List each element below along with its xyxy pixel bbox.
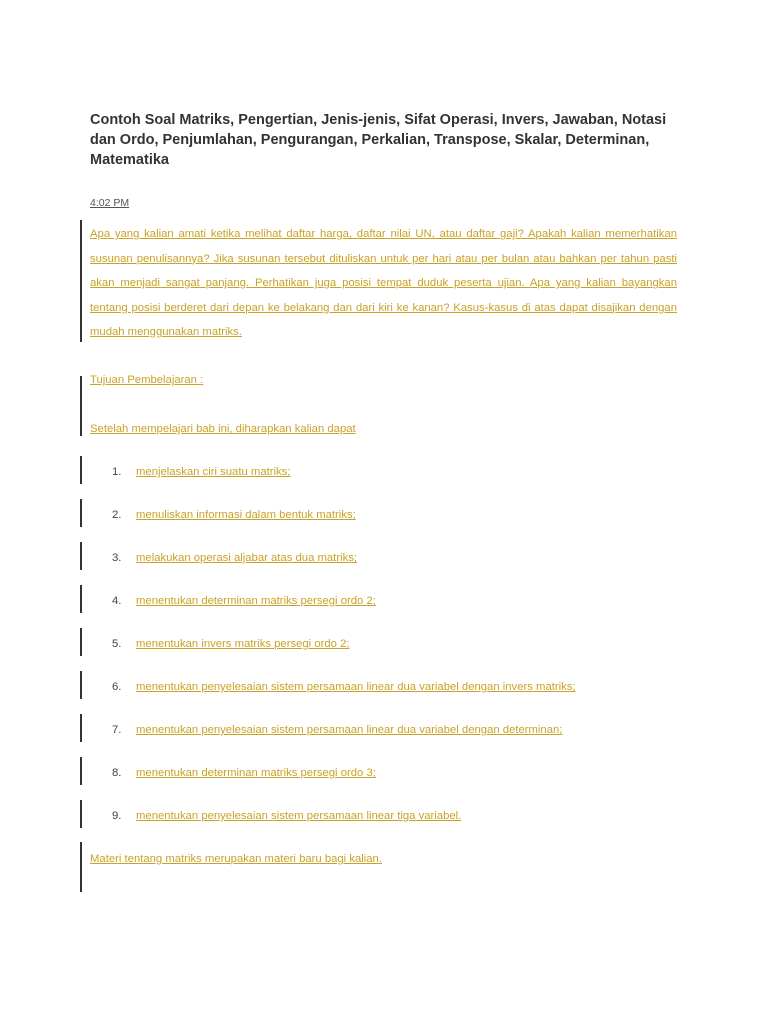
list-item-text[interactable]: menuliskan informasi dalam bentuk matriks; [136, 509, 356, 521]
list-item-text[interactable]: melakukan operasi aljabar atas dua matriks; [136, 552, 358, 564]
closing-paragraph[interactable]: Materi tentang matriks merupakan materi baru bagi kalian. [90, 853, 382, 865]
list-item-text[interactable]: menentukan penyelesaian sistem persamaan linear tiga variabel. [136, 810, 462, 822]
margin-bar [80, 585, 82, 613]
margin-bar [80, 671, 82, 699]
margin-bar [80, 220, 82, 342]
margin-bar [80, 542, 82, 570]
list-item [112, 638, 350, 650]
list-number: 9. [112, 810, 122, 822]
list-item [112, 810, 461, 822]
margin-bar [80, 714, 82, 742]
list-item [112, 466, 290, 478]
list-item-text[interactable]: menentukan penyelesaian sistem persamaan linear dua variabel dengan determinan; [136, 724, 563, 736]
list-number: 8. [112, 767, 122, 779]
list-item [112, 509, 356, 521]
list-number: 6. [112, 681, 122, 693]
list-number: 1. [112, 466, 122, 478]
goal-heading[interactable]: Tujuan Pembelajaran : [90, 374, 204, 386]
margin-bar [80, 757, 82, 785]
intro-paragraph[interactable] [90, 222, 677, 345]
list-number: 5. [112, 638, 122, 650]
margin-bar [80, 376, 82, 436]
list-item [112, 724, 562, 736]
list-item-text[interactable]: menentukan determinan matriks persegi ordo 2; [136, 595, 376, 607]
list-item-text[interactable]: menentukan penyelesaian sistem persamaan linear dua variabel dengan invers matriks; [136, 681, 576, 693]
goal-lead[interactable]: Setelah mempelajari bab ini, diharapkan kalian dapat [90, 423, 356, 435]
list-item [112, 552, 357, 564]
margin-bar [80, 456, 82, 484]
list-number: 3. [112, 552, 122, 564]
margin-bar [80, 842, 82, 892]
intro-text[interactable]: Apa yang kalian amati ketika melihat daftar harga, daftar nilai UN, atau daftar gaji? Apakah kalian memerhatikan susunan penulisannya? Jika susunan tersebut dituliskan untuk per hari atau per bulan atau bahkan per tahun pasti akan menjadi sangat panjang. Perhatikan juga posisi tempat duduk peserta ujian. Apa yang kalian bayangkan tentang posisi berderet dari depan ke belakang dan dari kiri ke kanan? Kasus-kasus di atas dapat disajikan dengan mudah menggunakan matriks. [90, 228, 677, 338]
list-item [112, 595, 376, 607]
list-item-text[interactable]: menentukan determinan matriks persegi ordo 3; [136, 767, 376, 779]
article-title: Contoh Soal Matriks, Pengertian, Jenis-jenis, Sifat Operasi, Invers, Jawaban, Notasi dan Ordo, Penjumlahan, Pengurangan, Perkalian, Transpose, Skalar, Determinan, Matematika [90, 112, 667, 168]
list-item [112, 681, 576, 693]
margin-bar [80, 800, 82, 828]
margin-bar [80, 499, 82, 527]
list-number: 7. [112, 724, 122, 736]
post-time[interactable]: 4:02 PM [90, 197, 130, 209]
margin-bar [80, 628, 82, 656]
list-item-text[interactable]: menentukan invers matriks persegi ordo 2; [136, 638, 350, 650]
list-number: 4. [112, 595, 122, 607]
list-number: 2. [112, 509, 122, 521]
list-item-text[interactable]: menjelaskan ciri suatu matriks; [136, 466, 291, 478]
list-item [112, 767, 376, 779]
